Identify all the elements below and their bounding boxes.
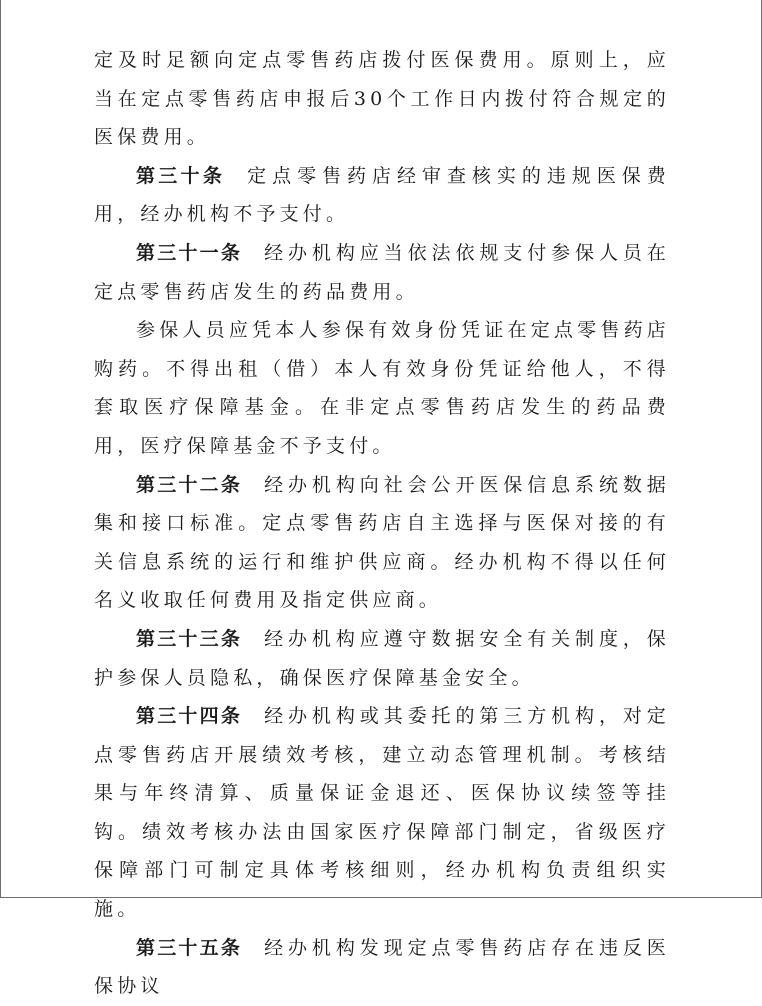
paragraph-text: 经办机构应当依法依规支付参保人员在定点零售药店发生的药品费用。 — [94, 241, 670, 303]
article-35 — [94, 929, 670, 1006]
paragraph-text: 经办机构向社会公开医保信息系统数据集和接口标准。定点零售药店自主选择与医保对接的有关信息系统的运行和维护供应商。经办机构不得以任何名义收取任何费用及指定供应商。 — [94, 473, 670, 612]
paragraph-text: 经办机构发现定点零售药店存在违反医保协议 — [94, 936, 670, 998]
paragraph-text: 经办机构或其委托的第三方机构，对定点零售药店开展绩效考核，建立动态管理机制。考核结果与年终清算、质量保证金退还、医保协议续签等挂钩。绩效考核办法由国家医疗保障部门制定，省级医疗保障部门可制定具体考核细则，经办机构负责组织实施。 — [94, 705, 670, 921]
article-number: 第三十五条 — [136, 936, 243, 959]
article-number: 第三十一条 — [136, 241, 243, 264]
document-body — [94, 41, 670, 1006]
article-number: 第三十二条 — [136, 473, 243, 496]
article-number: 第三十四条 — [136, 705, 243, 728]
article-31 — [94, 234, 670, 311]
paragraph-text: 定及时足额向定点零售药店拨付医保费用。原则上，应当在定点零售药店申报后30个工作日内拨付符合规定的医保费用。 — [94, 49, 670, 149]
paragraph-text: 经办机构应遵守数据安全有关制度，保护参保人员隐私，确保医疗保障基金安全。 — [94, 627, 670, 689]
article-34 — [94, 697, 670, 929]
article-33 — [94, 620, 670, 697]
paragraph-continuation — [94, 41, 670, 157]
paragraph-text: 参保人员应凭本人参保有效身份凭证在定点零售药店购药。不得出租（借）本人有效身份凭证给他人，不得套取医疗保障基金。在非定点零售药店发生的药品费用，医疗保障基金不予支付。 — [94, 319, 670, 457]
paragraph-text: 定点零售药店经审查核实的违规医保费用，经办机构不予支付。 — [94, 164, 670, 226]
article-31-paragraph-2 — [94, 311, 670, 465]
article-number: 第三十三条 — [136, 627, 243, 650]
article-32 — [94, 466, 670, 620]
article-number: 第三十条 — [136, 164, 226, 187]
article-30 — [94, 157, 670, 234]
